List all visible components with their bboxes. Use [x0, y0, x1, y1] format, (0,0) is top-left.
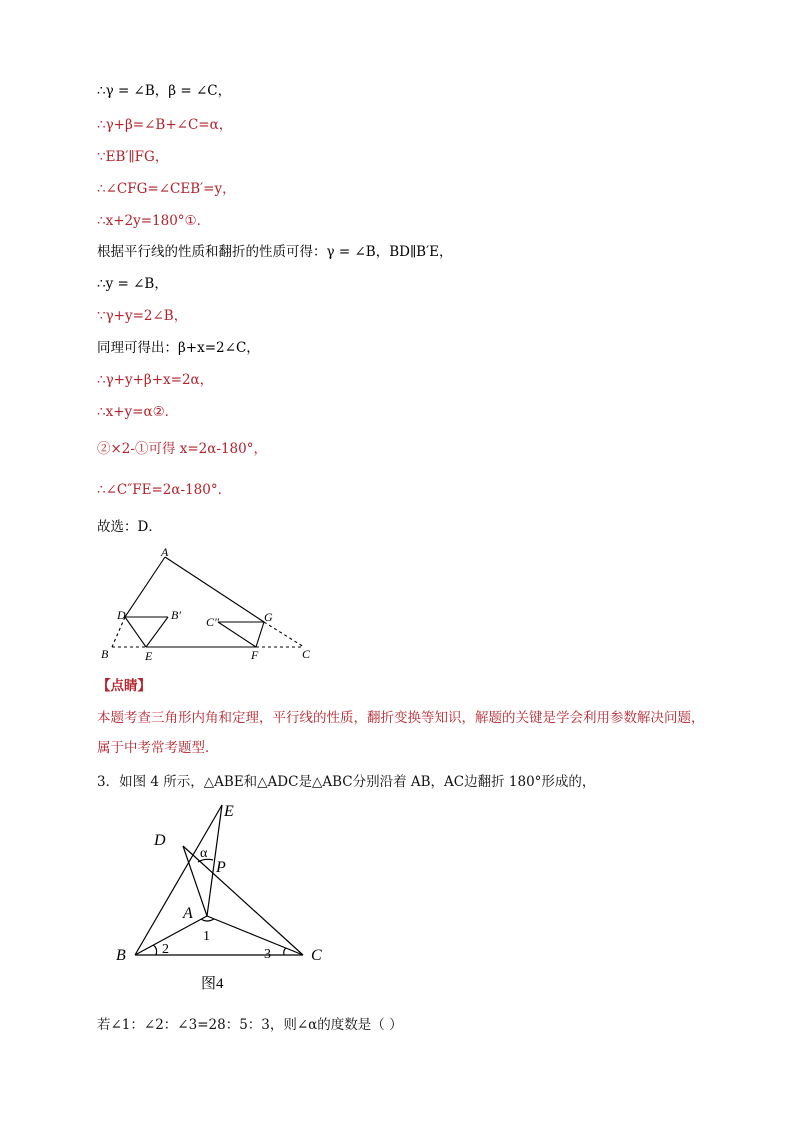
question3-intro: 3．如图 4 所示，△ABE和△ADC是△ABC分别沿着 AB，AC边翻折 180°形成的，	[97, 774, 596, 790]
label-C: C	[311, 947, 322, 964]
label-Bprime: B′	[171, 608, 181, 622]
label-E: E	[145, 649, 153, 663]
angle-2-arc	[153, 945, 157, 955]
segment-AD	[125, 557, 165, 617]
figure-4	[110, 798, 330, 998]
proof-line-12: ②×2-①可得 x=2α-180°，	[97, 441, 267, 457]
segment-GF	[256, 622, 264, 647]
label-D: D	[117, 608, 126, 622]
proof-line-7: ∴y = ∠B，	[97, 276, 168, 292]
proof-line-6: 根据平行线的性质和翻折的性质可得：γ = ∠B，BD∥B′E，	[97, 244, 453, 260]
label-alpha: α	[200, 846, 208, 861]
dianjing-heading: 【点睛】	[97, 678, 151, 694]
label-angle-3: 3	[264, 947, 271, 962]
proof-line-3: ∵EB′∥FG，	[97, 149, 169, 165]
figure-fold-triangle	[100, 545, 320, 665]
label-angle-2: 2	[162, 942, 169, 957]
label-P: P	[216, 859, 226, 876]
figure-caption: 图4	[201, 976, 224, 992]
label-angle-1: 1	[203, 929, 210, 944]
label-D: D	[154, 832, 166, 849]
segment-DE	[125, 617, 146, 647]
proof-line-1: ∴γ = ∠B，β = ∠C，	[97, 83, 232, 99]
answer-line: 故选：D．	[97, 519, 162, 535]
proof-line-2: ∴γ+β=∠B+∠C=α，	[97, 117, 233, 133]
question3-condition: 若∠1：∠2：∠3=28：5：3，则∠α的度数是（ ）	[97, 1017, 403, 1033]
label-B: B	[101, 647, 109, 661]
proof-line-8: ∵γ+y=2∠B，	[97, 308, 188, 324]
proof-line-11: ∴x+y=α②．	[97, 404, 179, 420]
label-Cdoubleprime: C″	[206, 615, 220, 629]
proof-line-5: ∴x+2y=180°①．	[97, 213, 211, 229]
angle-3-arc	[284, 948, 286, 955]
label-A: A	[161, 545, 169, 559]
label-E: E	[224, 803, 234, 820]
proof-line-10: ∴γ+y+β+x=2α，	[97, 372, 214, 388]
label-C: C	[302, 647, 311, 661]
segment-CdpF	[218, 622, 256, 647]
segment-BprimeE	[146, 617, 168, 647]
segment-AC	[207, 916, 303, 955]
label-F: F	[251, 648, 259, 662]
label-B: B	[116, 947, 126, 964]
proof-line-13: ∴∠C″FE=2α-180°．	[97, 482, 232, 498]
proof-line-9: 同理可得出：β+x=2∠C，	[97, 340, 260, 356]
angle-1-arc	[201, 919, 214, 921]
segment-DC	[183, 846, 303, 955]
segment-GC-dashed	[264, 622, 304, 647]
dianjing-body: 本题考查三角形内角和定理，平行线的性质，翻折变换等知识，解题的关键是学会利用参数解决问题，属于中考常考题型．	[97, 710, 705, 756]
label-A: A	[183, 905, 193, 922]
label-G: G	[264, 610, 273, 624]
proof-line-4: ∴∠CFG=∠CEB′=y，	[97, 181, 236, 197]
